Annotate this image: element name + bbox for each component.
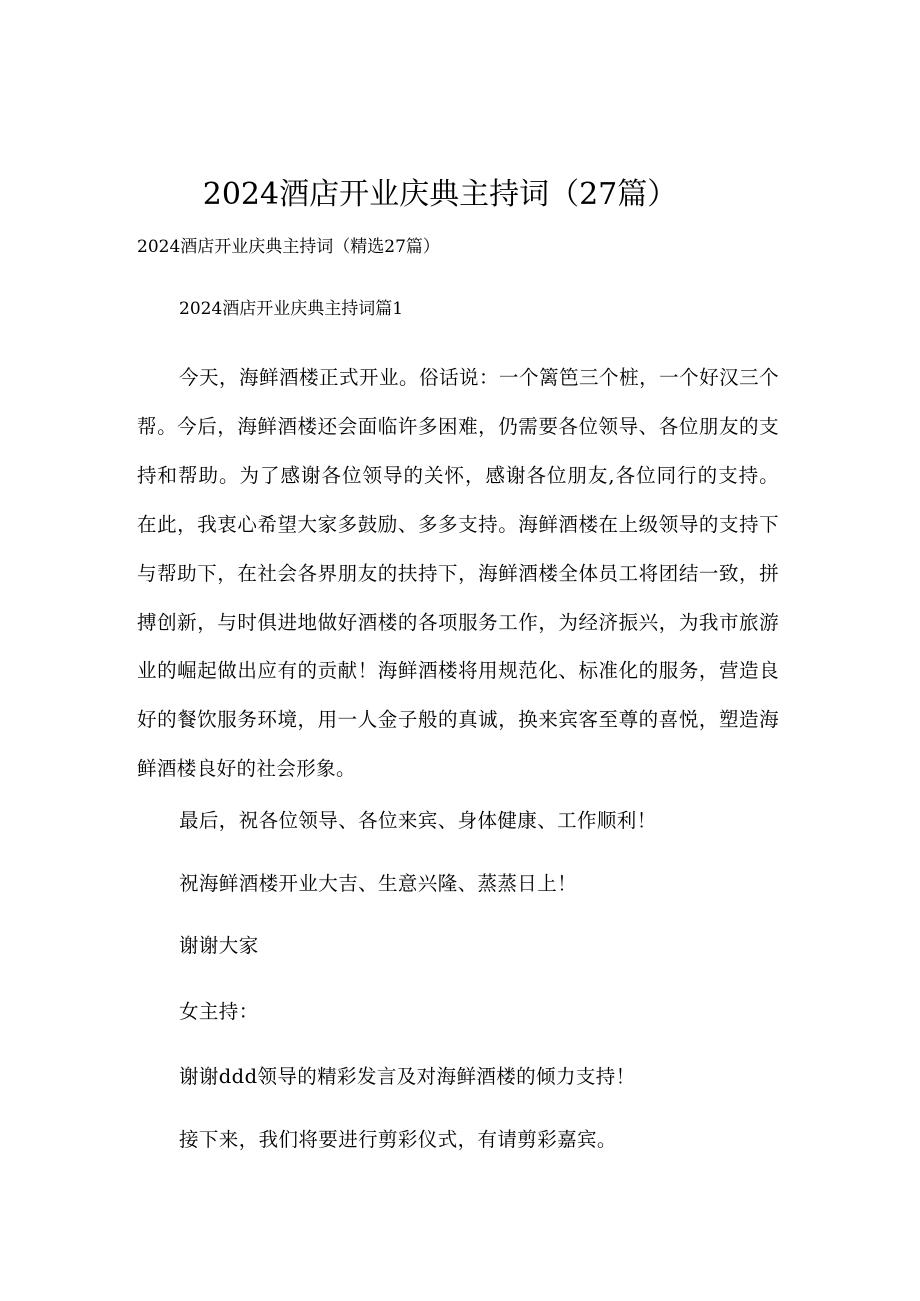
closing-wishes: 最后，祝各位领导、各位来宾、身体健康、工作顺利！ [179, 809, 657, 832]
document-subtitle: 2024酒店开业庆典主持词（精选27篇） [137, 237, 440, 257]
opening-wishes: 祝海鲜酒楼开业大吉、生意兴隆、蒸蒸日上！ [179, 872, 578, 895]
ceremony-line: 接下来，我们将要进行剪彩仪式，有请剪彩嘉宾。 [179, 1128, 617, 1151]
speaker-line: 谢谢ddd领导的精彩发言及对海鲜酒楼的倾力支持！ [179, 1065, 636, 1088]
document-title: 2024酒店开业庆典主持词（27篇） [202, 177, 678, 212]
thanks-line: 谢谢大家 [179, 934, 259, 957]
speaker-label: 女主持： [179, 1000, 259, 1023]
section-heading: 2024酒店开业庆典主持词篇1 [179, 299, 404, 319]
body-paragraph: 今天，海鲜酒楼正式开业。俗话说：一个篱笆三个桩，一个好汉三个帮。今后，海鲜酒楼还会面临许多困难，仍需要各位领导、各位朋友的支持和帮助。为了感谢各位领导的关怀，感谢各位朋友,各位同行的支持。在此，我衷心希望大家多鼓励、多多支持。海鲜酒楼在上级领导的支持下与帮助下，在社会各界朋友的扶持下，海鲜酒楼全体员工将团结一致，拼搏创新，与时俱进地做好酒楼的各项服务工作，为经济振兴，为我市旅游业的崛起做出应有的贡献！海鲜酒楼将用规范化、标准化的服务，营造良好的餐饮服务环境，用一人金子般的真诚，换来宾客至尊的喜悦，塑造海鲜酒楼良好的社会形象。 [137, 366, 779, 781]
